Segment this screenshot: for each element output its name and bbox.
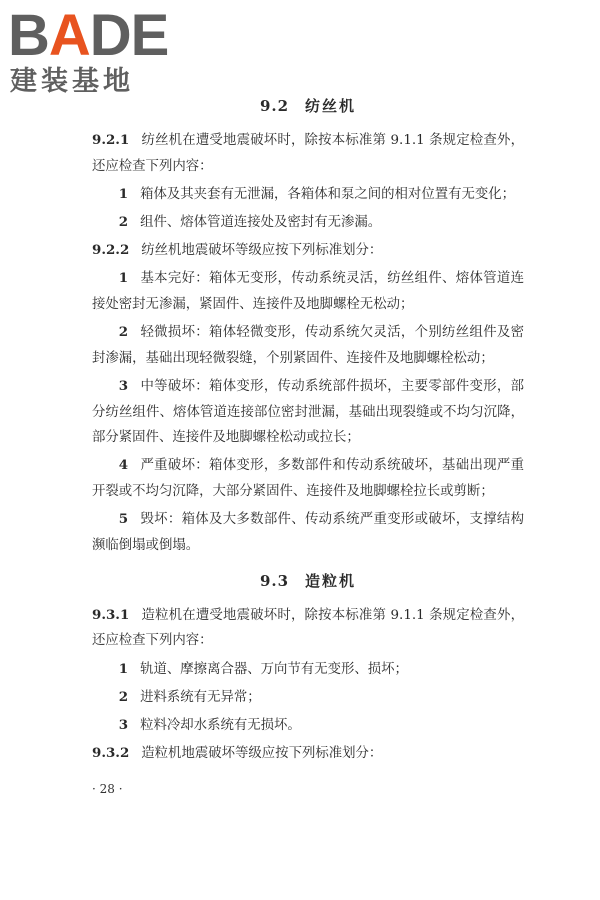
clause-number: 9.3.2 [92,745,130,762]
paragraph-text: 纺丝机在遭受地震破坏时，除按本标准第 9.1.1 条规定检查外，还应检查下列内容： [92,133,524,174]
list-item [92,266,524,317]
item-number: 5 [118,511,129,528]
paragraph-text: 纺丝机地震破坏等级应按下列标准划分： [141,243,383,259]
paragraph-text: 中等破坏：箱体变形，传动系统部件损坏，主要零部件变形，部分纺丝组件、熔体管道连接部位密封泄漏，基础出现裂缝或不均匀沉降，部分紧固件、连接件及地脚螺栓松动或拉长； [92,378,524,446]
paragraph-text: 箱体及其夹套有无泄漏，各箱体和泵之间的相对位置有无变化； [140,186,516,202]
section-9-3 [92,571,524,767]
paragraph-text: 造粒机在遭受地震破坏时，除按本标准第 9.1.1 条规定检查外，还应检查下列内容： [92,607,524,649]
list-item [92,210,524,236]
list-item [92,453,524,504]
section-9-2 [92,96,524,558]
item-number: 1 [118,660,129,677]
paragraph-text: 严重破坏：箱体变形，多数部件和传动系统破坏，基础出现严重开裂或不均匀沉降，大部分紧固件、连接件及地脚螺栓拉长或剪断； [92,458,524,499]
clause-paragraph [92,603,524,654]
list-item [92,320,524,371]
item-number: 2 [118,688,129,705]
page-number: · 28 · [92,782,123,796]
list-item [92,657,524,683]
list-item [92,507,524,558]
paragraph-text: 组件、熔体管道连接处及密封有无渗漏。 [140,214,382,230]
clause-paragraph [92,741,524,767]
list-item [92,713,524,739]
item-number: 1 [118,270,129,287]
item-number: 3 [118,717,129,733]
clause-number: 9.2.1 [92,132,130,148]
item-number: 2 [118,213,129,230]
item-number: 1 [118,185,129,202]
paragraph-text: 轻微损坏：箱体轻微变形，传动系统欠灵活，个别纺丝组件及密封渗漏，基础出现轻微裂缝，个别紧固件、连接件及地脚螺栓松动； [92,325,524,366]
document-body [92,96,524,769]
item-number: 2 [118,324,129,341]
paragraph-text: 造粒机地震破坏等级应按下列标准划分： [141,746,383,762]
bade-logo [8,3,178,102]
list-item [92,685,524,711]
paragraph-text: 进料系统有无异常； [140,689,261,705]
paragraph-text: 粒料冷却水系统有无损坏。 [140,718,301,733]
paragraph-text: 基本完好：箱体无变形，传动系统灵活，纺丝组件、熔体管道连接处密封无渗漏，紧固件、连接件及地脚螺栓无松动； [92,271,524,312]
section-title: 9.2 纺丝机 [259,97,357,115]
clause-paragraph [92,238,524,264]
logo-wordmark: BADE [8,3,169,68]
clause-number: 9.2.2 [92,242,130,259]
clause-number: 9.3.1 [92,606,130,623]
paragraph-text: 轨道、摩擦离合器、万向节有无变形、损坏； [140,661,408,677]
paragraph-text: 毁坏：箱体及大多数部件、传动系统严重变形或破坏，支撑结构濒临倒塌或倒塌。 [92,512,524,553]
item-number: 3 [118,377,129,394]
section-title: 9.3 造粒机 [259,571,357,590]
list-item [92,374,524,451]
clause-paragraph [92,128,524,179]
item-number: 4 [118,457,129,474]
list-item [92,182,524,208]
logo-subtitle: 建装基地 [10,66,134,97]
